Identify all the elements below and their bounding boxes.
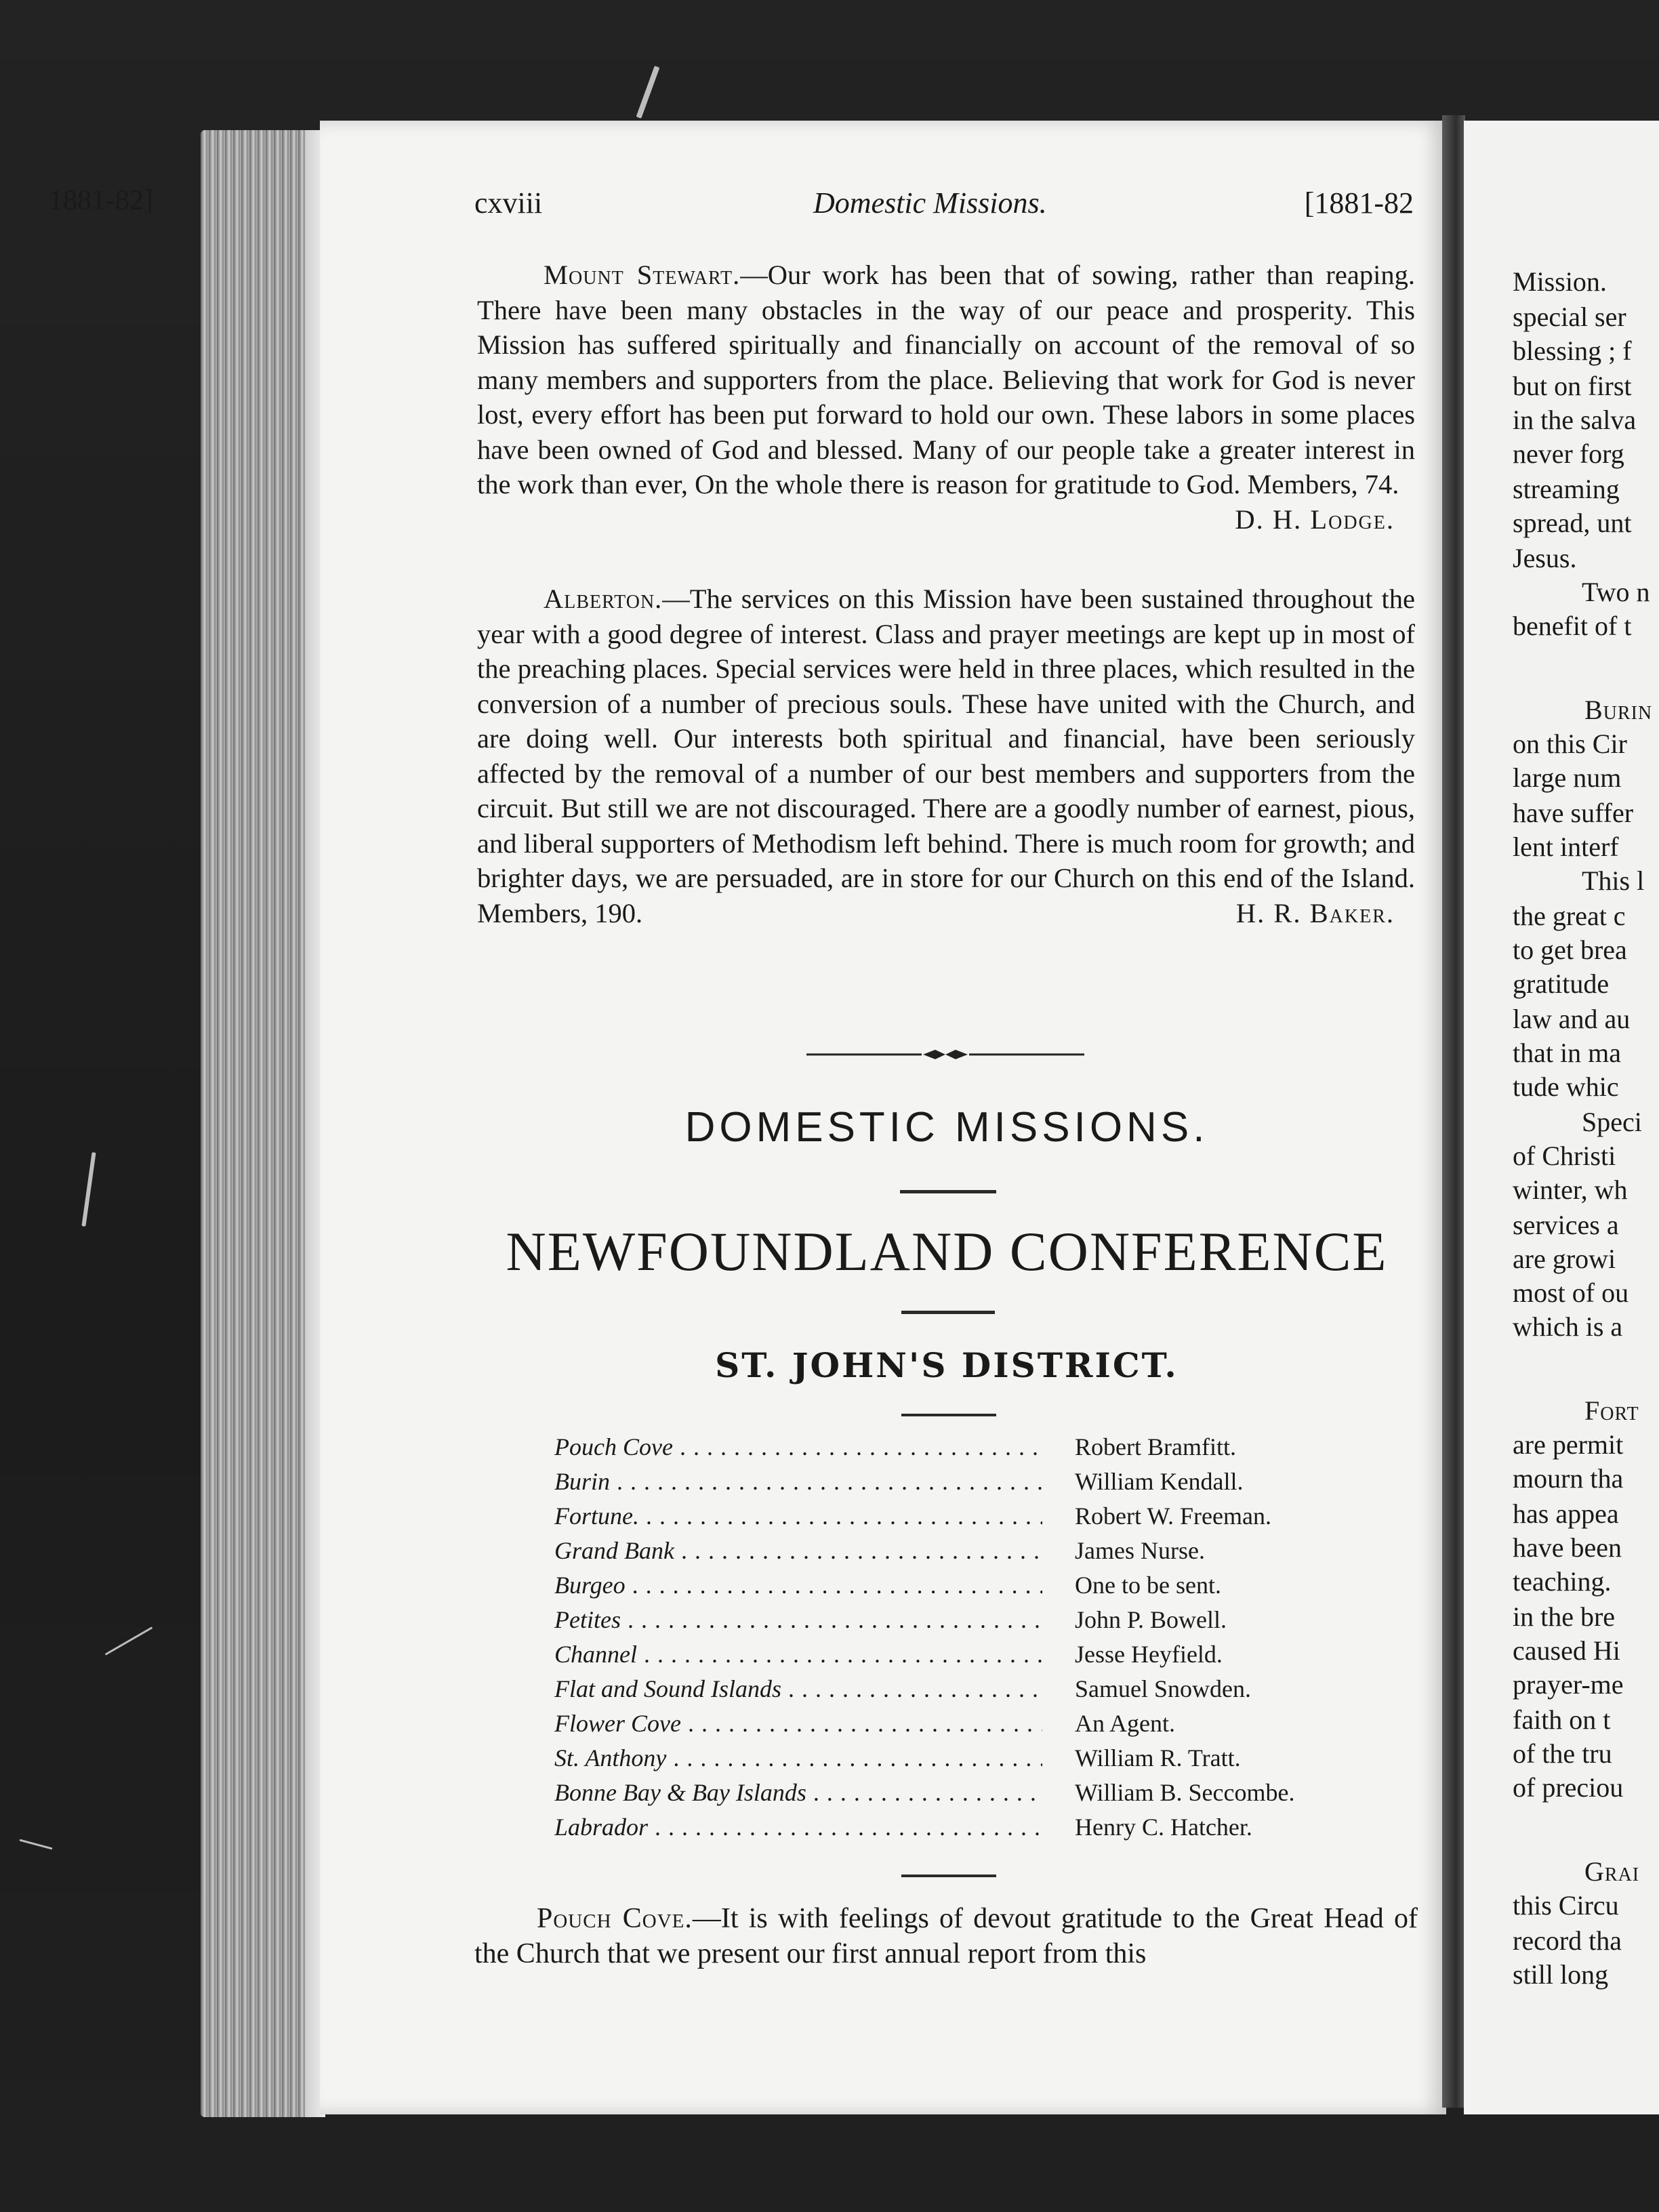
- mission-name: Alberton.: [544, 583, 663, 614]
- book-gutter: [1442, 115, 1465, 2108]
- divider-rule: [901, 1311, 995, 1314]
- divider-rule: [901, 1414, 996, 1416]
- right-page-line: has appea: [1513, 1498, 1619, 1529]
- right-page-line: large num: [1513, 762, 1622, 793]
- station-place: Pouch Cove . . .: [554, 1430, 1042, 1465]
- right-page-line: spread, unt: [1513, 508, 1632, 538]
- right-page-line: still long: [1513, 1959, 1609, 1990]
- right-page-line: streaming: [1513, 474, 1620, 504]
- right-page-line: Two n: [1582, 577, 1650, 607]
- station-row: [554, 1706, 1368, 1741]
- station-minister: One to be sent.: [1075, 1572, 1221, 1599]
- report-text: —It is with feelings of devout gratitude to the Great Head of the Church that we present our first annual report from this: [474, 1903, 1418, 1969]
- right-page-line: faith on t: [1513, 1704, 1611, 1735]
- station-place: Flower Cove . . .: [554, 1706, 1042, 1741]
- station-place: Burgeo . . .: [554, 1568, 1042, 1603]
- mission-name: Mount Stewart.: [544, 260, 741, 290]
- station-minister: William B. Seccombe.: [1075, 1779, 1295, 1806]
- station-minister: Jesse Heyfield.: [1075, 1641, 1223, 1668]
- right-page-line: special ser: [1513, 302, 1626, 332]
- right-page-line: this Circu: [1513, 1890, 1619, 1921]
- signature: D. H. Lodge.: [1235, 504, 1395, 535]
- right-page-line: are permit: [1513, 1429, 1624, 1460]
- station-place: Bonne Bay & Bay Islands . . .: [554, 1776, 1042, 1810]
- right-page-line: Fort: [1584, 1395, 1639, 1426]
- station-row: [554, 1810, 1368, 1845]
- running-year: [1881-82: [1304, 186, 1414, 220]
- right-page-line: on this Cir: [1513, 729, 1627, 759]
- station-place: Labrador . . .: [554, 1810, 1042, 1845]
- report-text: —Our work has been that of sowing, rather than reaping. There have been many obstacles in the way of our peace and prosperity. This Mission has suffered spiritually and financially on account of the removal of so many members and supporters from the place. Believing that work for God is never lost, every effort has been put forward to hold our own. These labors in some places have been owned of God and blessed. Many of our people take a greater interest in the work than ever, On the whole there is reason for gratitude to God. Members, 74.: [477, 260, 1415, 499]
- mount-stewart-report: [477, 258, 1415, 537]
- station-row: [554, 1672, 1368, 1706]
- station-minister: William R. Tratt.: [1075, 1744, 1241, 1771]
- section-heading: DOMESTIC MISSIONS.: [684, 1104, 1209, 1151]
- station-row: [554, 1534, 1368, 1568]
- right-page-line: in the bre: [1513, 1601, 1616, 1632]
- right-page-line: of Christi: [1513, 1141, 1616, 1171]
- right-page-line: Jesus.: [1513, 543, 1577, 573]
- station-minister: An Agent.: [1075, 1710, 1175, 1737]
- alberton-report: [477, 581, 1415, 930]
- pouch-cove-report: [474, 1901, 1418, 1971]
- station-place: Flat and Sound Islands . . .: [554, 1672, 1042, 1706]
- running-head: [474, 186, 1414, 226]
- right-page-line: record tha: [1513, 1925, 1622, 1956]
- station-row: [554, 1465, 1368, 1499]
- station-row: [554, 1499, 1368, 1534]
- right-page-line: of the tru: [1513, 1738, 1612, 1769]
- right-page-line: services a: [1513, 1210, 1619, 1240]
- right-page-line: the great c: [1513, 901, 1626, 931]
- station-minister: Robert W. Freeman.: [1075, 1502, 1271, 1530]
- right-page-line: law and au: [1513, 1004, 1631, 1034]
- right-running-head: 1881-82]: [49, 185, 153, 216]
- right-page-line: most of ou: [1513, 1277, 1629, 1308]
- station-row: [554, 1430, 1368, 1465]
- right-page-line: This l: [1582, 865, 1645, 896]
- stations-list: [554, 1430, 1368, 1845]
- right-page-line: Mission.: [1513, 266, 1607, 297]
- page-number: cxviii: [474, 186, 543, 220]
- ornamental-divider: [806, 1048, 1084, 1061]
- station-minister: James Nurse.: [1075, 1537, 1205, 1564]
- book-page-edges: [201, 130, 325, 2117]
- station-place: Petites . . .: [554, 1603, 1042, 1637]
- right-page-line: mourn tha: [1513, 1463, 1624, 1494]
- station-place: St. Anthony . . .: [554, 1741, 1042, 1776]
- right-page-line: never forg: [1513, 438, 1624, 469]
- right-page-line: which is a: [1513, 1311, 1623, 1342]
- divider-rule: [901, 1875, 996, 1877]
- station-row: [554, 1568, 1368, 1603]
- station-minister: Robert Bramfitt.: [1075, 1433, 1236, 1460]
- right-page-line: lent interf: [1513, 832, 1619, 862]
- station-row: [554, 1776, 1368, 1810]
- station-row: [554, 1741, 1368, 1776]
- divider-rule: [900, 1190, 996, 1193]
- right-page-line: in the salva: [1513, 405, 1637, 435]
- district-heading: ST. JOHN'S DISTRICT.: [715, 1345, 1179, 1385]
- right-page-line: of preciou: [1513, 1772, 1624, 1803]
- mission-name: Pouch Cove.: [537, 1903, 693, 1934]
- right-page-line: prayer-me: [1513, 1669, 1624, 1700]
- station-place: Channel . . .: [554, 1637, 1042, 1672]
- right-page-line: winter, wh: [1513, 1174, 1628, 1205]
- right-page-line: teaching.: [1513, 1566, 1612, 1597]
- right-page-line: are growi: [1513, 1244, 1616, 1274]
- signature: H. R. Baker.: [1235, 897, 1395, 928]
- station-minister: Samuel Snowden.: [1075, 1675, 1251, 1702]
- right-page-line: have suffer: [1513, 798, 1634, 828]
- right-page-line: caused Hi: [1513, 1635, 1620, 1666]
- station-row: [554, 1637, 1368, 1672]
- station-place: Grand Bank . . .: [554, 1534, 1042, 1568]
- station-minister: Henry C. Hatcher.: [1075, 1814, 1252, 1841]
- right-page-line: that in ma: [1513, 1038, 1621, 1068]
- station-row: [554, 1603, 1368, 1637]
- right-page-line: have been: [1513, 1532, 1622, 1563]
- right-page-line: tude whic: [1513, 1071, 1619, 1102]
- station-minister: John P. Bowell.: [1075, 1606, 1227, 1633]
- right-page-line: Grai: [1584, 1856, 1640, 1887]
- right-page-line: to get brea: [1513, 935, 1627, 965]
- right-page-line: benefit of t: [1513, 611, 1632, 641]
- right-page-line: Burin: [1584, 695, 1653, 725]
- right-page-line: Speci: [1582, 1107, 1642, 1137]
- right-page-line: gratitude: [1513, 968, 1610, 999]
- conference-heading: NEWFOUNDLAND CONFERENCE: [506, 1221, 1388, 1282]
- running-title: Domestic Missions.: [813, 186, 1047, 220]
- right-page-line: blessing ; f: [1513, 335, 1632, 366]
- station-place: Burin . . .: [554, 1465, 1042, 1499]
- right-page-line: but on first: [1513, 371, 1632, 401]
- report-text: —The services on this Mission have been sustained throughout the year with a good degree of interest. Class and prayer meetings are kept up in most of the preaching places. Special services were held in three places, which resulted in the conversion of a number of precious souls. These have united with the Church, and are doing well. Our interests both spiritual and financial, have been seriously affected by the removal of a number of our best members and supporters from the circuit. But still we are not discouraged. There are a goodly number of earnest, pious, and liberal supporters of Methodism left behind. There is much room for growth; and brighter days, we are persuaded, are in store for our Church on this end of the Island. Members, 190.: [477, 583, 1415, 928]
- station-place: Fortune. . . .: [554, 1499, 1042, 1534]
- station-minister: William Kendall.: [1075, 1468, 1244, 1495]
